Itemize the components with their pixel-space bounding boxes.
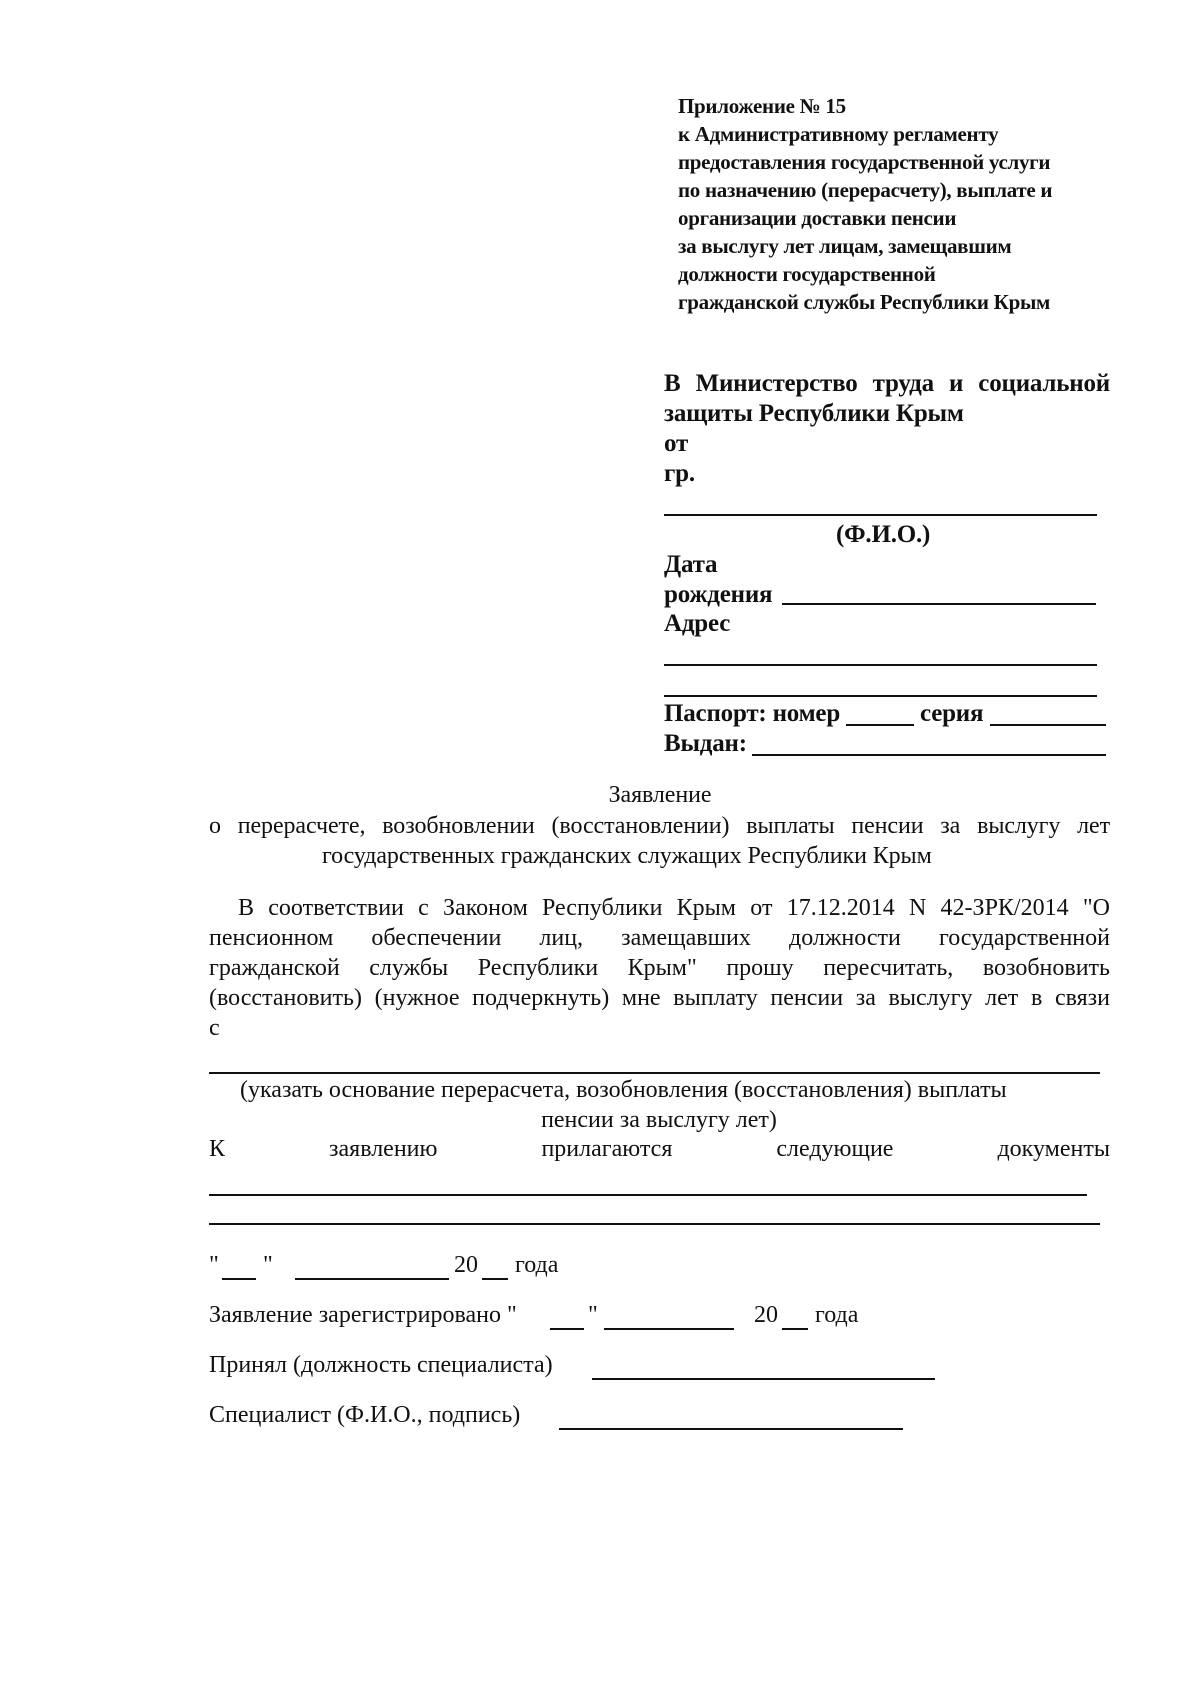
registration-close-quote: " <box>588 1302 598 1328</box>
registration-year-field-line[interactable] <box>782 1328 808 1330</box>
date-close-quote: " <box>263 1252 273 1278</box>
appendix-line: по назначению (перерасчету), выплате и <box>678 178 1053 202</box>
registration-year-prefix: 20 <box>754 1302 778 1328</box>
document-subtitle-line-2: государственных гражданских служащих Республики Крым <box>322 843 932 869</box>
appendix-header <box>678 92 1052 316</box>
issued-field-line[interactable] <box>752 754 1106 756</box>
address-label: Адрес <box>664 610 731 637</box>
date-label: Дата <box>664 551 718 578</box>
document-subtitle-line-1: о перерасчете, возобновлении (восстановлении) выплаты пенсии за выслугу лет <box>209 813 1110 839</box>
accepted-field-line[interactable] <box>592 1378 935 1380</box>
appendix-line: Приложение № 15 <box>678 94 846 118</box>
birth-label: рождения <box>664 581 773 608</box>
reason-caption-line-1: (указать основание перерасчета, возобновления (восстановления) выплаты <box>240 1077 1007 1103</box>
from-label: от <box>664 430 689 457</box>
date-year-field-line[interactable] <box>482 1278 508 1280</box>
attachments-line <box>209 1136 1110 1163</box>
body-line-4: (восстановить) (нужное подчеркнуть) мне выплату пенсии за выслугу лет в связи <box>209 985 1110 1011</box>
attachments-field-line-2[interactable] <box>209 1223 1100 1225</box>
appendix-line: должности государственной <box>678 262 936 286</box>
specialist-field-line[interactable] <box>559 1428 903 1430</box>
fio-caption: (Ф.И.О.) <box>836 521 931 548</box>
accepted-label: Принял (должность специалиста) <box>209 1352 553 1378</box>
passport-number-label: Паспорт: номер <box>664 700 841 727</box>
fio-field-line[interactable] <box>664 514 1097 516</box>
address-field-line-1[interactable] <box>664 664 1097 666</box>
issued-label: Выдан: <box>664 730 747 757</box>
document-title: Заявление <box>608 782 712 808</box>
address-field-line-2[interactable] <box>664 695 1097 697</box>
recipient-line-1: В Министерство труда и социальной <box>664 370 1110 397</box>
appendix-line: гражданской службы Республики Крым <box>678 290 1051 314</box>
body-line-1: В соответствии с Законом Республики Крым от 17.12.2014 N 42-ЗРК/2014 "О <box>238 895 1110 921</box>
passport-number-field-line[interactable] <box>846 724 914 726</box>
passport-series-label: серия <box>920 700 984 727</box>
date-open-quote: " <box>209 1252 219 1278</box>
attachments-word: прилагаются <box>541 1136 673 1162</box>
passport-series-field-line[interactable] <box>990 724 1106 726</box>
appendix-line: за выслугу лет лицам, замещавшим <box>678 234 1012 258</box>
citizen-label: гр. <box>664 460 695 487</box>
appendix-line: организации доставки пенсии <box>678 206 957 230</box>
reason-field-line[interactable] <box>209 1072 1100 1074</box>
specialist-label: Специалист (Ф.И.О., подпись) <box>209 1402 521 1428</box>
attachments-word: следующие <box>776 1136 894 1162</box>
registration-year-suffix: года <box>815 1302 859 1328</box>
registration-month-field-line[interactable] <box>604 1328 734 1330</box>
body-line-2: пенсионном обеспечении лиц, замещавших должности государственной <box>209 925 1110 951</box>
appendix-line: предоставления государственной услуги <box>678 150 1051 174</box>
body-line-3: гражданской службы Республики Крым" прошу пересчитать, возобновить <box>209 955 1110 981</box>
date-year-suffix: года <box>515 1252 559 1278</box>
recipient-line-2: защиты Республики Крым <box>664 400 964 427</box>
date-month-field-line[interactable] <box>295 1278 449 1280</box>
registration-label: Заявление зарегистрировано " <box>209 1302 517 1328</box>
date-year-prefix: 20 <box>454 1252 478 1278</box>
date-day-field-line[interactable] <box>222 1278 256 1280</box>
attachments-word: заявлению <box>329 1136 438 1162</box>
body-line-5: с <box>209 1015 220 1041</box>
attachments-field-line-1[interactable] <box>209 1194 1087 1196</box>
attachments-word: К <box>209 1136 226 1162</box>
birth-date-field-line[interactable] <box>782 603 1096 605</box>
appendix-line: к Административному регламенту <box>678 122 999 146</box>
registration-day-field-line[interactable] <box>550 1328 584 1330</box>
reason-caption-line-2: пенсии за выслугу лет) <box>541 1107 777 1133</box>
attachments-word: документы <box>997 1136 1110 1162</box>
